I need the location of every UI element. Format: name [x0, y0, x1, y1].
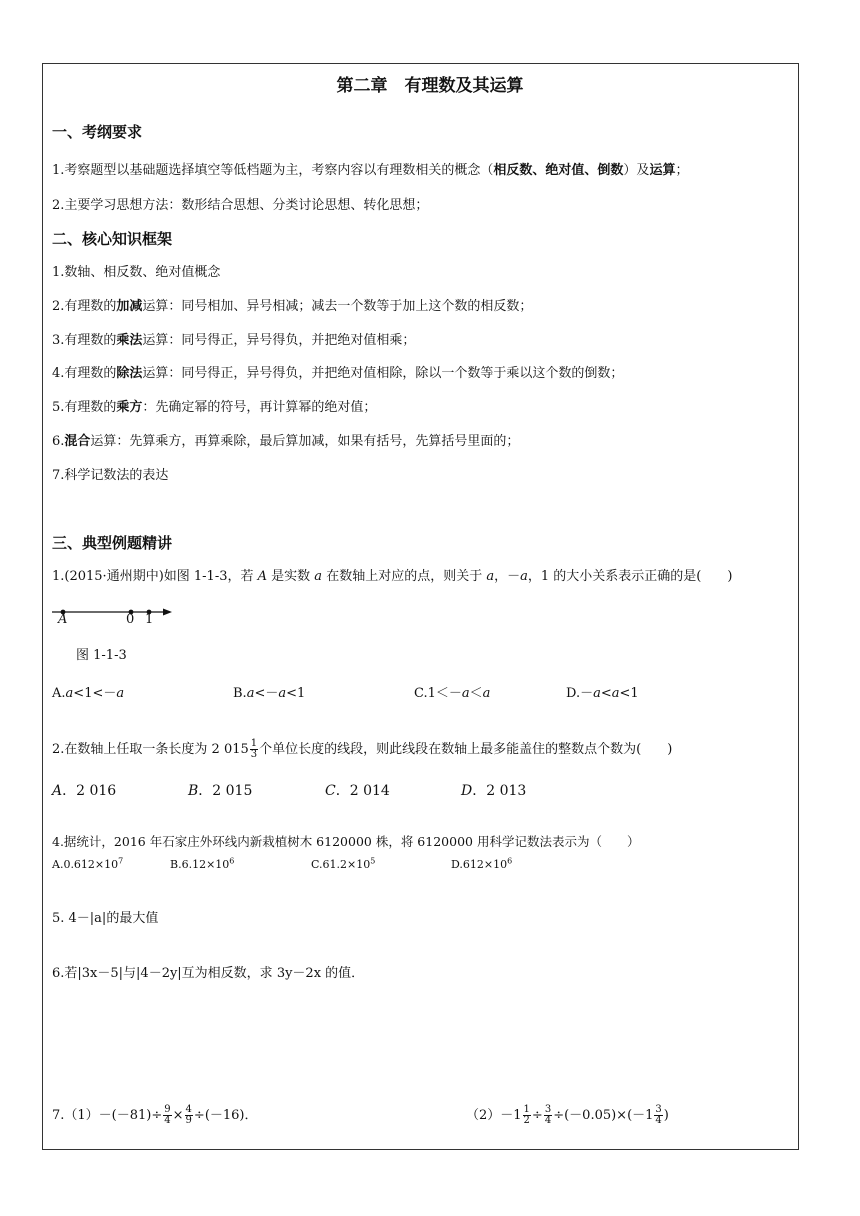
option-value: ．2 013 [472, 783, 527, 799]
framework-item-7: 7.科学记数法的表达 [52, 468, 169, 483]
section-heading-examples: 三、典型例题精讲 [52, 534, 173, 552]
text-span: ，－ [494, 569, 521, 584]
q4-option-a [52, 858, 123, 871]
text-span: 在数轴上对应的点，则关于 [322, 569, 487, 584]
text-span: < [600, 686, 612, 701]
var-span: a [486, 569, 495, 584]
exponent: 6 [229, 856, 235, 866]
q2-option-d [461, 780, 526, 800]
var-span: a [246, 686, 255, 701]
option-letter: C [325, 783, 336, 799]
framework-item-2 [52, 299, 532, 315]
text-span: ÷(－16)． [193, 1108, 258, 1123]
framework-item-1: 1.数轴、相反数、绝对值概念 [52, 265, 221, 280]
text-span: 运算：同号得正，异号得负，并把绝对值相除，除以一个数等于乘以这个数的倒数； [142, 366, 624, 381]
text-span: 1.(2015·通州期中)如图 1-1-3，若 [52, 569, 258, 584]
exponent: 6 [507, 856, 513, 866]
text-span: 4.有理数的 [52, 366, 117, 381]
bold-span: 相反数、绝对值、倒数 [493, 163, 624, 178]
option-value: ．2 015 [198, 783, 253, 799]
axis-label-zero: 0 [126, 612, 135, 627]
fraction-numerator: 9 [164, 1104, 171, 1115]
q1-option-d [566, 682, 639, 701]
question-7-part-1 [52, 1104, 258, 1128]
text-span: 个单位长度的线段，则此线段在数轴上最多能盖住的整数点个数为( ) [259, 742, 673, 757]
text-span: D.－ [566, 686, 594, 701]
text-span: 5.有理数的 [52, 400, 117, 415]
fraction-one-third [250, 739, 258, 760]
bold-span: 加减 [116, 299, 143, 314]
text-span: C.1＜－ [414, 686, 462, 701]
text-span: A.0.612×10 [52, 858, 119, 871]
fraction-numerator: 3 [544, 1104, 552, 1115]
text-span: <1<－ [73, 686, 117, 701]
q4-option-c [311, 858, 375, 871]
option-value: ．2 014 [335, 783, 390, 799]
q4-option-d [451, 858, 512, 871]
var-span: a [314, 569, 323, 584]
fraction-numerator: 4 [185, 1104, 192, 1115]
text-span: ＜ [469, 686, 483, 701]
text-span: 6. [52, 434, 65, 449]
option-letter: A [52, 783, 63, 799]
text-span: 2.有理数的 [52, 299, 117, 314]
number-line-figure [50, 603, 180, 629]
question-6: 6.若|3x－5|与|4－2y|互为相反数，求 3y－2x 的值． [52, 966, 365, 981]
option-value: ．2 016 [62, 783, 117, 799]
var-span: a [520, 569, 528, 584]
axis-label-one: 1 [145, 612, 154, 627]
text-span: <－ [254, 686, 279, 701]
fraction [654, 1105, 662, 1126]
fraction [544, 1105, 552, 1126]
axis-label-a: A [58, 612, 68, 627]
bold-span: 运算 [649, 163, 676, 178]
framework-item-4 [52, 366, 623, 382]
text-span: ) [663, 1108, 669, 1123]
fraction [185, 1105, 193, 1126]
question-5: 5. 4－|a|的最大值 [52, 911, 159, 926]
text-span: 2.在数轴上任取一条长度为 2 015 [52, 742, 249, 757]
q2-option-b [188, 780, 252, 800]
text-span: 运算：同号得正，异号得负，并把绝对值相乘； [142, 333, 416, 348]
option-letter: B [188, 783, 199, 799]
text-span: ； [675, 163, 689, 178]
bold-span: 乘法 [116, 333, 143, 348]
question-1-stem [52, 569, 732, 585]
section-heading-syllabus: 一、考纲要求 [52, 123, 143, 141]
text-span: （2）－1 [466, 1108, 522, 1123]
bold-span: 混合 [64, 434, 91, 449]
question-4-stem: 4.据统计，2016 年石家庄外环线内新栽植树木 6120000 株，将 6120000 用科学记数法表示为（ ） [52, 834, 640, 849]
fraction-numerator: 1 [250, 738, 258, 749]
var-span: a [482, 686, 491, 701]
page-title: 第二章 有理数及其运算 [336, 76, 524, 96]
fraction-denominator: 9 [185, 1115, 192, 1126]
figure-caption: 图 1-1-3 [76, 648, 127, 663]
exponent: 7 [118, 856, 124, 866]
fraction-denominator: 3 [250, 749, 258, 760]
fraction [523, 1105, 531, 1126]
text-span: A. [52, 686, 66, 701]
text-span: B.6.12×10 [170, 858, 230, 871]
fraction-denominator: 4 [655, 1115, 662, 1126]
text-span: ）及 [623, 163, 650, 178]
option-letter: D [461, 783, 473, 799]
fraction [163, 1105, 171, 1126]
text-span: × [172, 1108, 184, 1123]
number-line-arrow [163, 609, 172, 616]
text-span: 7.（1）－(－81)÷ [52, 1108, 163, 1123]
text-span: <1 [619, 686, 639, 701]
fraction-denominator: 4 [164, 1115, 171, 1126]
var-span: a [65, 686, 74, 701]
var-span: a [116, 686, 125, 701]
text-span: ÷ [531, 1108, 543, 1123]
text-span: 3.有理数的 [52, 333, 117, 348]
text-span: ÷(－0.05)×(－1 [553, 1108, 654, 1123]
fraction-denominator: 2 [523, 1115, 530, 1126]
bold-span: 乘方 [116, 400, 143, 415]
text-span: 运算：先算乘方，再算乘除，最后算加减，如果有括号，先算括号里面的； [90, 434, 520, 449]
var-span: a [611, 686, 620, 701]
text-span: ，1 的大小关系表示正确的是( ) [527, 569, 733, 584]
text-span: 1.考察题型以基础题选择填空等低档题为主，考察内容以有理数相关的概念（ [52, 163, 494, 178]
fraction-numerator: 3 [655, 1104, 662, 1115]
text-span: B. [233, 686, 247, 701]
framework-item-5 [52, 400, 376, 416]
framework-item-3 [52, 333, 415, 349]
q2-option-c [325, 780, 390, 800]
exponent: 5 [370, 856, 376, 866]
question-2-stem [52, 738, 672, 762]
text-span: 运算：同号相加、异号相减；减去一个数等于加上这个数的相反数； [142, 299, 533, 314]
question-7-part-2 [466, 1104, 669, 1128]
q1-option-b [233, 682, 305, 701]
text-span: D.612×10 [451, 858, 508, 871]
var-span: A [257, 569, 268, 584]
var-span: a [461, 686, 470, 701]
q1-option-c [414, 682, 490, 701]
var-span: a [278, 686, 287, 701]
fraction-numerator: 1 [523, 1104, 530, 1115]
q1-option-a [52, 682, 124, 701]
section-heading-framework: 二、核心知识框架 [52, 230, 173, 248]
framework-item-6 [52, 434, 519, 450]
syllabus-line-1 [52, 163, 688, 179]
q2-option-a [52, 780, 116, 800]
var-span: a [593, 686, 601, 701]
syllabus-line-2: 2.主要学习思想方法：数形结合思想、分类讨论思想、转化思想； [52, 198, 429, 213]
q4-option-b [170, 858, 234, 871]
text-span: C.61.2×10 [311, 858, 371, 871]
bold-span: 除法 [116, 366, 143, 381]
text-span: ：先确定幂的符号，再计算幂的绝对值； [142, 400, 377, 415]
text-span: 是实数 [267, 569, 315, 584]
fraction-denominator: 4 [544, 1115, 552, 1126]
text-span: <1 [286, 686, 306, 701]
